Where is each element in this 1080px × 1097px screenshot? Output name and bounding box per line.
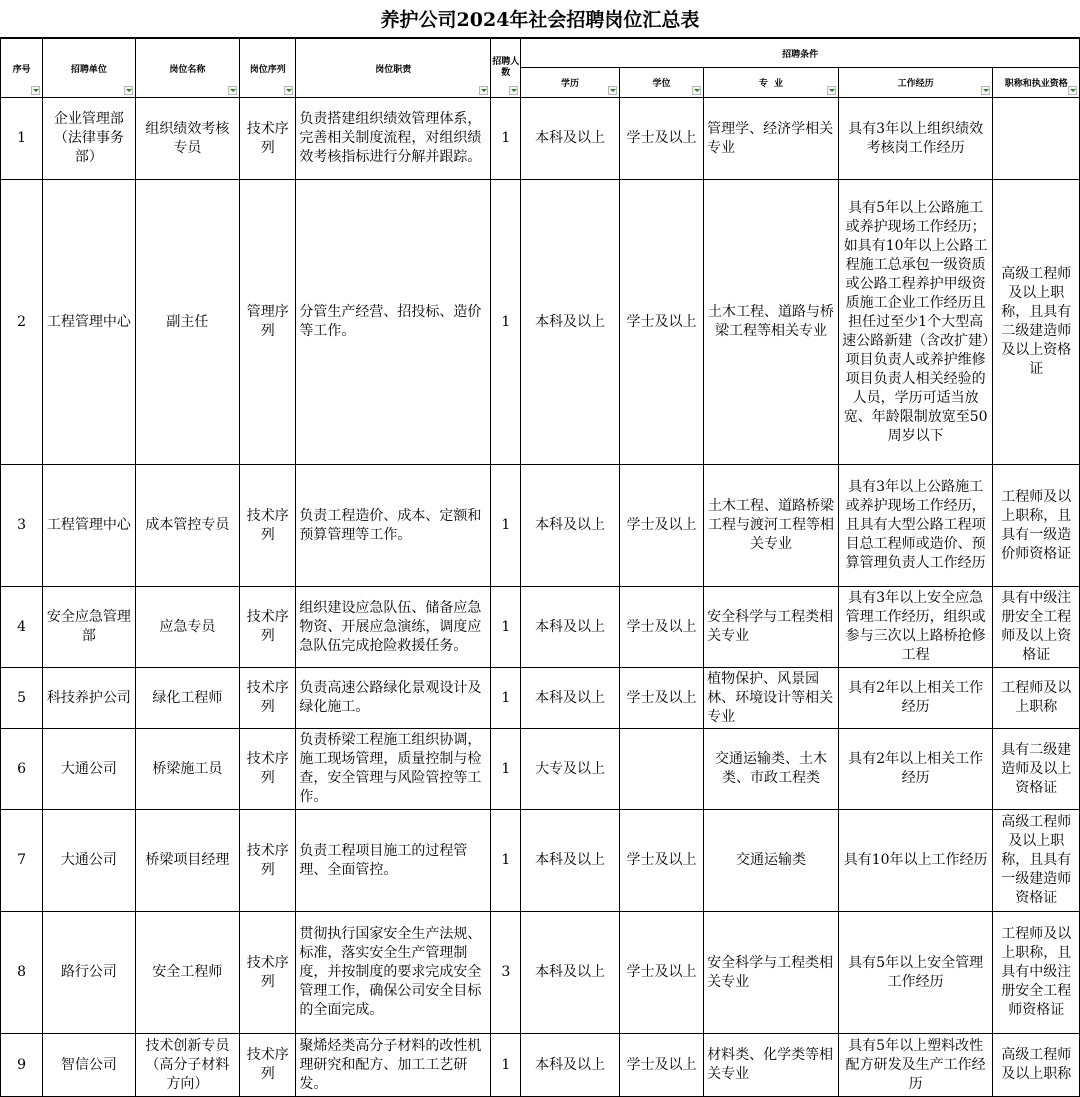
cell-post-name: 桥梁施工员: [135, 729, 239, 810]
cell-qualification: 工程师及以上职称: [993, 668, 1080, 729]
cell-seq: 1: [1, 98, 43, 180]
header-unit: 招聘单位: [43, 39, 135, 98]
cell-unit: 工程管理中心: [43, 180, 135, 465]
filter-dropdown-icon[interactable]: [31, 86, 40, 95]
cell-experience: 具有5年以上塑料改性配方研发及生产工作经历: [838, 1034, 993, 1097]
cell-degree: 学士及以上: [619, 180, 703, 465]
cell-experience: 具有3年以上公路施工或养护现场工作经历，且具有大型公路工程项目总工程师或造价、预算管理负责人工作经历: [838, 465, 993, 587]
cell-duty: 分管生产经营、招投标、造价等工作。: [296, 180, 491, 465]
cell-post-name: 桥梁项目经理: [135, 810, 239, 912]
header-conditions: 招聘条件: [521, 39, 1080, 68]
header-count: 招聘人数: [491, 39, 521, 98]
cell-post-name: 安全工程师: [135, 912, 239, 1034]
cell-count: 3: [491, 912, 521, 1034]
cell-degree: 学士及以上: [619, 912, 703, 1034]
cell-post-seq: 技术序列: [240, 912, 296, 1034]
cell-major: 材料类、化学类等相关专业: [704, 1034, 839, 1097]
cell-duty: 负责搭建组织绩效管理体系，完善相关制度流程，对组织绩效考核指标进行分解并跟踪。: [296, 98, 491, 180]
filter-dropdown-icon[interactable]: [981, 86, 990, 95]
filter-dropdown-icon[interactable]: [284, 86, 293, 95]
table-row: [1, 912, 1080, 1034]
table-title: 养护公司2024年社会招聘岗位汇总表: [0, 0, 1080, 38]
filter-dropdown-icon[interactable]: [827, 86, 836, 95]
cell-post-seq: 技术序列: [240, 668, 296, 729]
cell-education: 大专及以上: [521, 729, 619, 810]
recruitment-table: [0, 38, 1080, 1097]
cell-unit: 安全应急管理部: [43, 587, 135, 668]
cell-qualification: 工程师及以上职称，且具有中级注册安全工程师资格证: [993, 912, 1080, 1034]
header-degree: 学位: [619, 68, 703, 98]
cell-seq: 6: [1, 729, 43, 810]
cell-duty: 负责高速公路绿化景观设计及绿化施工。: [296, 668, 491, 729]
cell-duty: 聚烯烃类高分子材料的改性机理研究和配方、加工工艺研发。: [296, 1034, 491, 1097]
cell-unit: 路行公司: [43, 912, 135, 1034]
cell-degree: 学士及以上: [619, 1034, 703, 1097]
table-row: [1, 587, 1080, 668]
cell-count: 1: [491, 587, 521, 668]
cell-education: 本科及以上: [521, 465, 619, 587]
cell-experience: 具有2年以上相关工作经历: [838, 668, 993, 729]
cell-degree: 学士及以上: [619, 465, 703, 587]
cell-seq: 2: [1, 180, 43, 465]
cell-qualification: 具有二级建造师及以上资格证: [993, 729, 1080, 810]
header-education: 学历: [521, 68, 619, 98]
filter-dropdown-icon[interactable]: [692, 86, 701, 95]
cell-post-name: 绿化工程师: [135, 668, 239, 729]
cell-major: 植物保护、风景园林、环境设计等相关专业: [704, 668, 839, 729]
table-row: [1, 180, 1080, 465]
cell-experience: 具有2年以上相关工作经历: [838, 729, 993, 810]
filter-dropdown-icon[interactable]: [124, 86, 133, 95]
cell-education: 本科及以上: [521, 587, 619, 668]
filter-dropdown-icon[interactable]: [1068, 86, 1077, 95]
cell-count: 1: [491, 810, 521, 912]
cell-seq: 4: [1, 587, 43, 668]
cell-experience: 具有5年以上公路施工或养护现场工作经历；如具有10年以上公路工程施工总承包一级资质或公路工程养护甲级资质施工企业工作经历且担任过至少1个大型高速公路新建（含改扩建）项目负责人或养护维修项目负责人相关经验的人员，学历可适当放宽、年龄限制放宽至50周岁以下: [838, 180, 993, 465]
header-experience: 工作经历: [838, 68, 993, 98]
filter-dropdown-icon[interactable]: [509, 86, 518, 95]
cell-degree: 学士及以上: [619, 98, 703, 180]
cell-education: 本科及以上: [521, 668, 619, 729]
cell-seq: 9: [1, 1034, 43, 1097]
cell-count: 1: [491, 180, 521, 465]
cell-post-seq: 管理序列: [240, 180, 296, 465]
header-major: 专 业: [704, 68, 839, 98]
header-duty: 岗位职责: [296, 39, 491, 98]
header-seq: 序号: [1, 39, 43, 98]
table-row: [1, 810, 1080, 912]
cell-seq: 5: [1, 668, 43, 729]
header-post-name: 岗位名称: [135, 39, 239, 98]
filter-dropdown-icon[interactable]: [479, 86, 488, 95]
cell-qualification: 具有中级注册安全工程师及以上资格证: [993, 587, 1080, 668]
cell-education: 本科及以上: [521, 180, 619, 465]
cell-duty: 负责工程造价、成本、定额和预算管理等工作。: [296, 465, 491, 587]
cell-duty: 负责桥梁工程施工组织协调，施工现场管理，质量控制与检查，安全管理与风险管控等工作。: [296, 729, 491, 810]
cell-qualification: 高级工程师及以上职称，且具有二级建造师及以上资格证: [993, 180, 1080, 465]
cell-qualification: [993, 98, 1080, 180]
cell-degree: 学士及以上: [619, 810, 703, 912]
header-qualification: 职称和执业资格: [993, 68, 1080, 98]
table-row: [1, 729, 1080, 810]
table-row: [1, 98, 1080, 180]
cell-count: 1: [491, 1034, 521, 1097]
filter-dropdown-icon[interactable]: [608, 86, 617, 95]
cell-unit: 智信公司: [43, 1034, 135, 1097]
cell-qualification: 高级工程师及以上职称: [993, 1034, 1080, 1097]
table-row: [1, 1034, 1080, 1097]
cell-duty: 负责工程项目施工的过程管理、全面管控。: [296, 810, 491, 912]
cell-count: 1: [491, 98, 521, 180]
cell-seq: 3: [1, 465, 43, 587]
cell-experience: 具有10年以上工作经历: [838, 810, 993, 912]
cell-seq: 8: [1, 912, 43, 1034]
cell-post-name: 副主任: [135, 180, 239, 465]
cell-seq: 7: [1, 810, 43, 912]
cell-post-name: 应急专员: [135, 587, 239, 668]
cell-duty: 贯彻执行国家安全生产法规、标准，落实安全生产管理制度，并按制度的要求完成安全管理工作，确保公司安全目标的全面完成。: [296, 912, 491, 1034]
cell-post-seq: 技术序列: [240, 810, 296, 912]
header-post-seq: 岗位序列: [240, 39, 296, 98]
cell-degree: 学士及以上: [619, 668, 703, 729]
cell-major: 管理学、经济学相关专业: [704, 98, 839, 180]
cell-unit: 大通公司: [43, 810, 135, 912]
cell-major: 交通运输类: [704, 810, 839, 912]
cell-post-seq: 技术序列: [240, 465, 296, 587]
cell-post-name: 组织绩效考核专员: [135, 98, 239, 180]
cell-experience: 具有5年以上安全管理工作经历: [838, 912, 993, 1034]
cell-major: 土木工程、道路桥梁工程与渡河工程等相关专业: [704, 465, 839, 587]
cell-experience: 具有3年以上组织绩效考核岗工作经历: [838, 98, 993, 180]
cell-post-name: 技术创新专员（高分子材料方向）: [135, 1034, 239, 1097]
cell-education: 本科及以上: [521, 98, 619, 180]
cell-education: 本科及以上: [521, 810, 619, 912]
cell-major: 安全科学与工程类相关专业: [704, 587, 839, 668]
cell-unit: 工程管理中心: [43, 465, 135, 587]
cell-unit: 科技养护公司: [43, 668, 135, 729]
cell-major: 交通运输类、土木类、市政工程类: [704, 729, 839, 810]
cell-experience: 具有3年以上安全应急管理工作经历，组织或参与三次以上路桥抢修工程: [838, 587, 993, 668]
cell-post-seq: 技术序列: [240, 729, 296, 810]
cell-post-seq: 技术序列: [240, 587, 296, 668]
cell-post-seq: 技术序列: [240, 1034, 296, 1097]
cell-post-seq: 技术序列: [240, 98, 296, 180]
cell-count: 1: [491, 465, 521, 587]
cell-major: 安全科学与工程类相关专业: [704, 912, 839, 1034]
cell-qualification: 工程师及以上职称，且具有一级造价师资格证: [993, 465, 1080, 587]
cell-post-name: 成本管控专员: [135, 465, 239, 587]
cell-duty: 组织建设应急队伍、储备应急物资、开展应急演练，调度应急队伍完成抢险救援任务。: [296, 587, 491, 668]
table-row: [1, 465, 1080, 587]
filter-dropdown-icon[interactable]: [228, 86, 237, 95]
cell-education: 本科及以上: [521, 1034, 619, 1097]
cell-degree: 学士及以上: [619, 587, 703, 668]
cell-major: 土木工程、道路与桥梁工程等相关专业: [704, 180, 839, 465]
cell-count: 1: [491, 729, 521, 810]
cell-qualification: 高级工程师及以上职称，且具有一级建造师资格证: [993, 810, 1080, 912]
cell-degree: [619, 729, 703, 810]
cell-unit: 企业管理部（法律事务部）: [43, 98, 135, 180]
table-row: [1, 668, 1080, 729]
cell-unit: 大通公司: [43, 729, 135, 810]
cell-education: 本科及以上: [521, 912, 619, 1034]
cell-count: 1: [491, 668, 521, 729]
